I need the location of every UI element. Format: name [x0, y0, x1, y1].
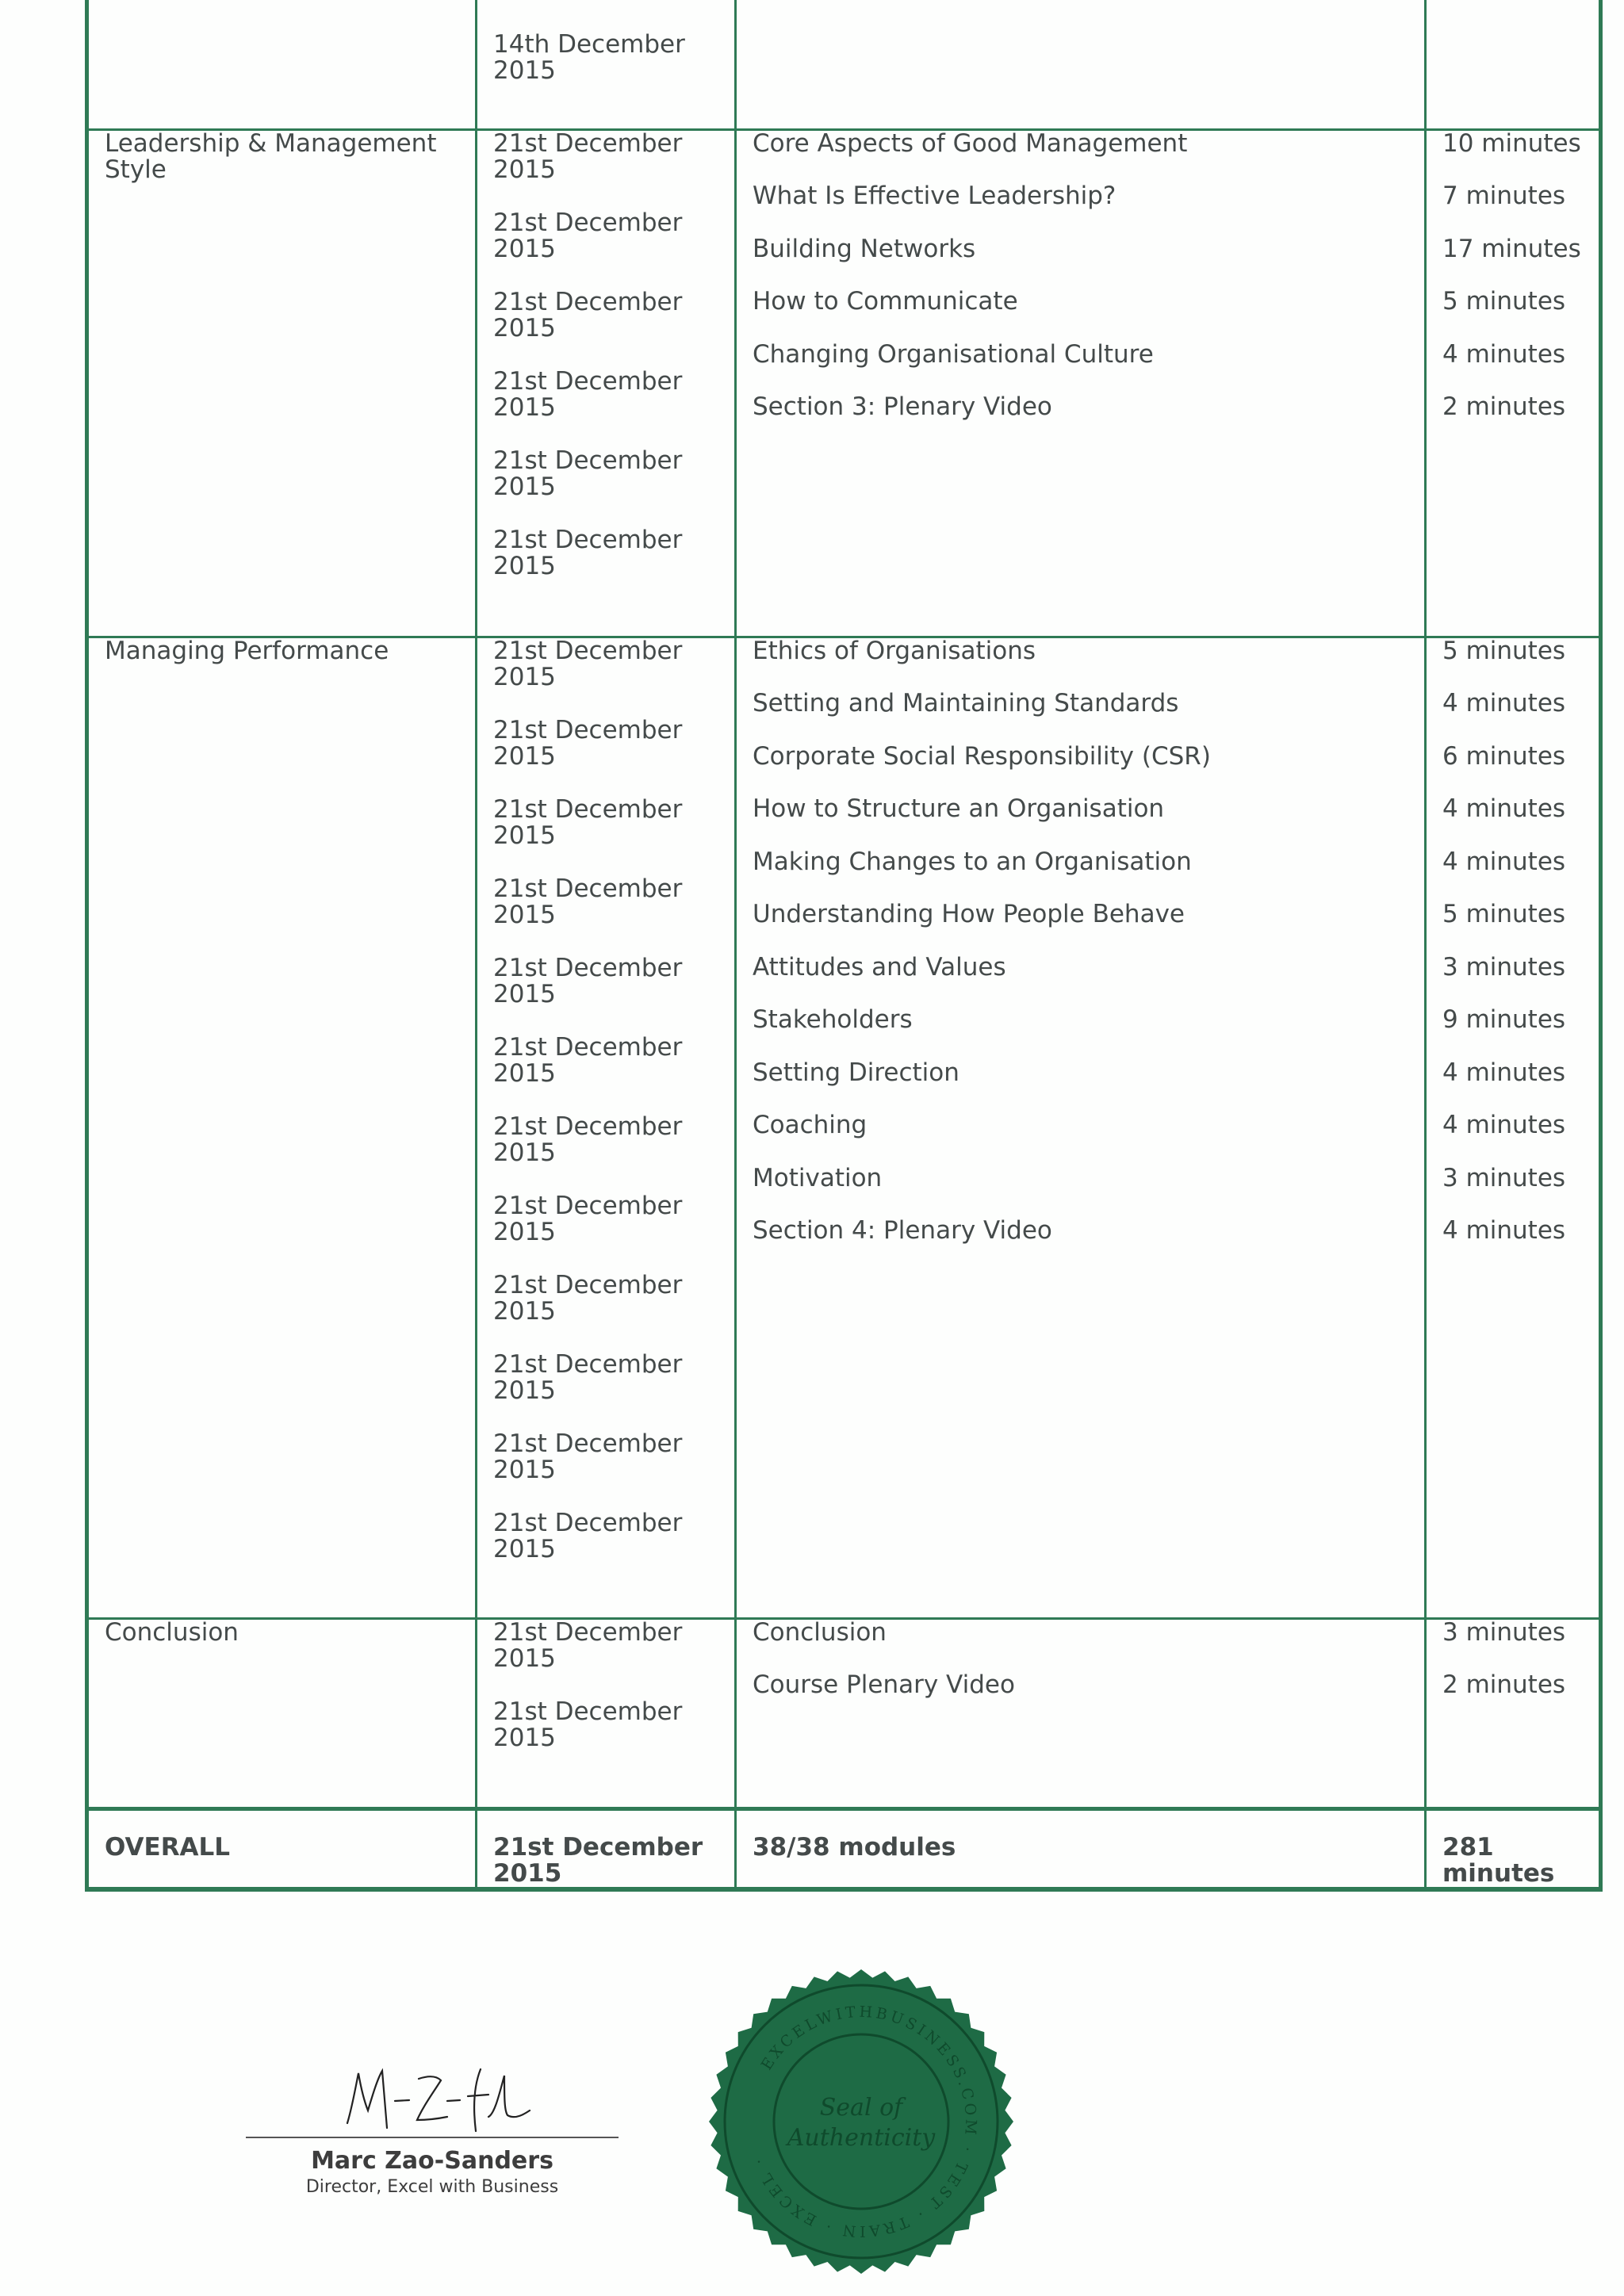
module-duration: 4 minutes [1442, 1111, 1566, 1139]
times-cell [1426, 637, 1601, 1618]
completion-date: 21st December 2015 [493, 287, 683, 342]
module-duration: 9 minutes [1442, 1005, 1566, 1034]
section-name: Leadership & Management Style [87, 129, 477, 637]
seal-center-line-2: Authenticity [787, 2124, 936, 2152]
completion-date: 21st December 2015 [493, 1032, 683, 1088]
module-duration: 5 minutes [1442, 900, 1566, 928]
module-duration: 4 minutes [1442, 847, 1566, 876]
module-duration: 10 minutes [1442, 128, 1581, 158]
module-name: What Is Effective Leadership? [753, 182, 1116, 210]
overall-row [87, 1808, 1601, 1889]
dates-cell [477, 0, 736, 129]
completion-date: 21st December 2015 [493, 874, 683, 929]
module-name: Attitudes and Values [753, 952, 1006, 982]
module-name: Core Aspects of Good Management [753, 128, 1188, 158]
module-name: How to Structure an Organisation [753, 794, 1165, 823]
module-duration: 6 minutes [1442, 741, 1566, 771]
completion-date: 21st December 2015 [493, 1429, 683, 1484]
module-name: Course Plenary Video [753, 1670, 1015, 1699]
module-name: Setting Direction [753, 1058, 959, 1087]
times-cell [1426, 1618, 1601, 1808]
overall-time: 281 minutes [1426, 1808, 1601, 1889]
table-row [87, 0, 1601, 129]
overall-label: OVERALL [87, 1808, 477, 1889]
times-cell [1426, 0, 1601, 129]
completion-date: 21st December 2015 [493, 1617, 683, 1673]
module-name: Conclusion [753, 1617, 887, 1647]
module-duration: 4 minutes [1442, 1058, 1566, 1087]
table-row [87, 637, 1601, 1618]
table-body [87, 0, 1601, 1808]
module-name: Stakeholders [753, 1005, 913, 1034]
module-name: Ethics of Organisations [753, 636, 1036, 665]
module-duration: 4 minutes [1442, 689, 1566, 718]
section-name: Conclusion [87, 1618, 477, 1808]
completion-date: 21st December 2015 [493, 208, 683, 263]
modules-cell [736, 1618, 1426, 1808]
module-duration: 2 minutes [1442, 392, 1566, 421]
modules-cell [736, 637, 1426, 1618]
completion-date: 21st December 2015 [493, 794, 683, 850]
module-duration: 3 minutes [1442, 952, 1566, 982]
module-duration: 5 minutes [1442, 636, 1566, 665]
completion-date: 14th December 2015 [493, 30, 685, 85]
seal-ring-text: EXCELWITHBUSINESS.COM · TEST · TRAIN · EXCEL · [749, 2003, 980, 2241]
seal-center-line-1: Seal of [819, 2094, 903, 2122]
completion-date: 21st December 2015 [493, 1270, 683, 1326]
section-name [87, 0, 477, 129]
completion-date: 21st December 2015 [493, 525, 683, 580]
signatory-title: Director, Excel with Business [305, 2177, 559, 2197]
table-row [87, 129, 1601, 637]
completion-date: 21st December 2015 [493, 1697, 683, 1752]
module-name: Making Changes to an Organisation [753, 847, 1192, 876]
completion-date: 21st December 2015 [493, 1508, 683, 1563]
completion-date: 21st December 2015 [493, 366, 683, 422]
table-row [87, 1618, 1601, 1808]
modules-cell [736, 0, 1426, 129]
module-name: Setting and Maintaining Standards [753, 689, 1179, 718]
section-name: Managing Performance [87, 637, 477, 1618]
module-duration: 2 minutes [1442, 1670, 1566, 1699]
module-duration: 17 minutes [1442, 234, 1581, 263]
module-duration: 5 minutes [1442, 287, 1566, 316]
module-name: Understanding How People Behave [753, 900, 1185, 928]
dates-cell [477, 1618, 736, 1808]
module-name: Section 3: Plenary Video [753, 392, 1052, 421]
module-duration: 7 minutes [1442, 182, 1566, 210]
seal-of-authenticity-icon [706, 1966, 1017, 2277]
completion-date: 21st December 2015 [493, 953, 683, 1008]
completion-date: 21st December 2015 [493, 715, 683, 771]
dates-cell [477, 637, 736, 1618]
dates-cell [477, 129, 736, 637]
handwritten-signature [341, 2061, 531, 2134]
completion-date: 21st December 2015 [493, 1349, 683, 1405]
signature-line [246, 2137, 619, 2138]
completion-date: 21st December 2015 [493, 636, 683, 691]
times-cell [1426, 129, 1601, 637]
module-name: Changing Organisational Culture [753, 339, 1154, 369]
completion-date: 21st December 2015 [493, 128, 683, 184]
module-duration: 4 minutes [1442, 1216, 1566, 1245]
completion-date: 21st December 2015 [493, 1112, 683, 1167]
module-name: Coaching [753, 1111, 868, 1139]
module-name: How to Communicate [753, 287, 1018, 316]
module-duration: 4 minutes [1442, 339, 1566, 369]
signatory-name: Marc Zao-Sanders [311, 2147, 553, 2175]
completion-date: 21st December 2015 [493, 446, 683, 501]
completion-date: 21st December 2015 [493, 1191, 683, 1246]
module-duration: 4 minutes [1442, 794, 1566, 823]
module-name: Building Networks [753, 234, 976, 263]
course-progress-table [85, 0, 1603, 1892]
module-name: Corporate Social Responsibility (CSR) [753, 741, 1211, 771]
overall-date: 21st December 2015 [477, 1808, 736, 1889]
module-name: Motivation [753, 1163, 883, 1192]
overall-modules: 38/38 modules [736, 1808, 1426, 1889]
module-name: Section 4: Plenary Video [753, 1216, 1052, 1245]
modules-cell [736, 129, 1426, 637]
module-duration: 3 minutes [1442, 1163, 1566, 1192]
module-duration: 3 minutes [1442, 1617, 1566, 1647]
